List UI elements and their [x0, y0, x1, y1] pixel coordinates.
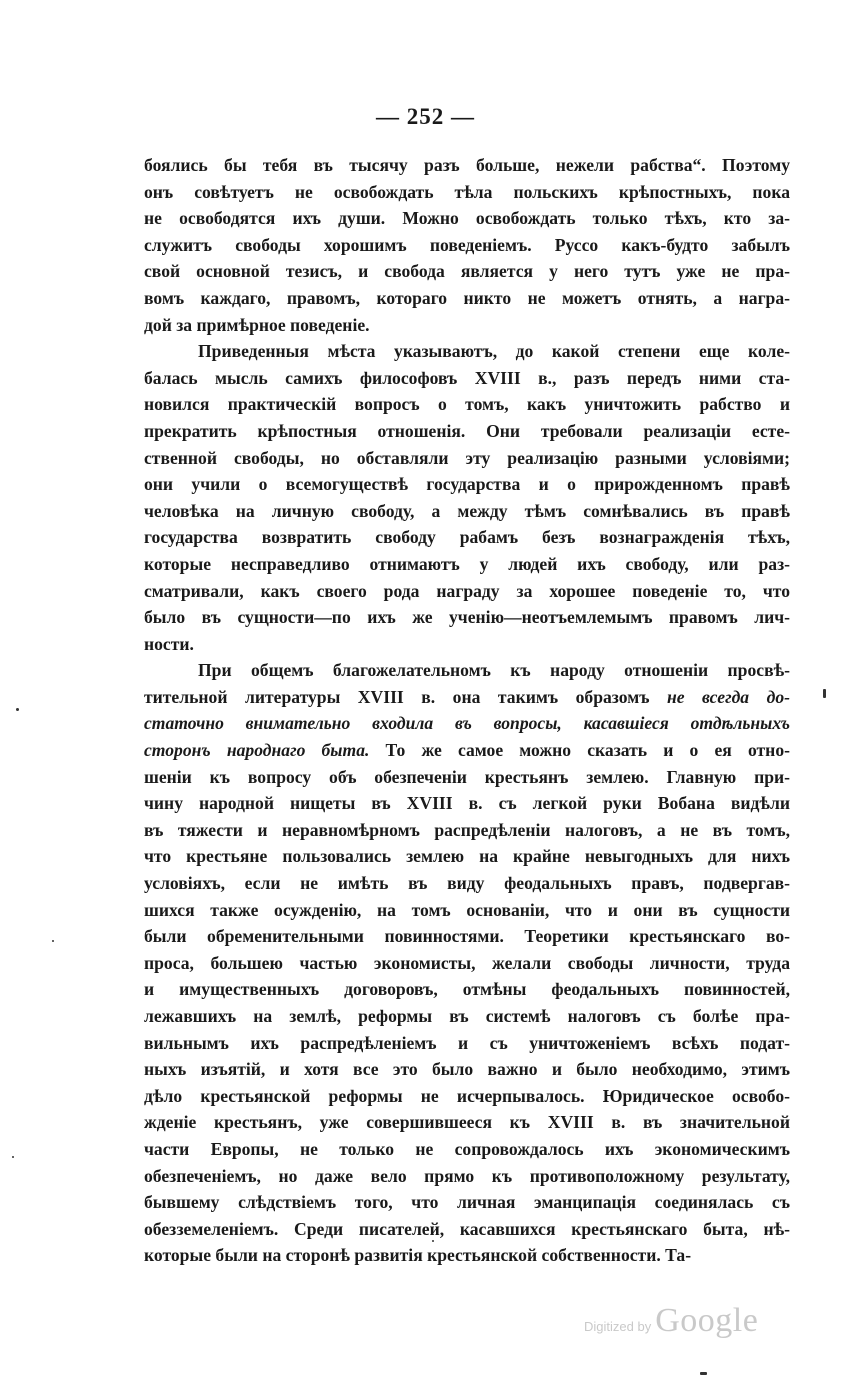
- text-segment: При общемъ благожелательномъ къ народу отношеніи просвѣ-: [198, 660, 790, 681]
- text-line: [144, 365, 790, 392]
- text-line: [144, 312, 790, 339]
- text-segment: новился практическій вопросъ о томъ, какъ уничтожить рабство и: [144, 394, 790, 415]
- text-line: [144, 1030, 790, 1057]
- text-line: [144, 285, 790, 312]
- text-line: [144, 631, 790, 658]
- text-line: [144, 179, 790, 206]
- text-line: [144, 1056, 790, 1083]
- text-line: [144, 152, 790, 179]
- text-line: [144, 578, 790, 605]
- text-line: [144, 843, 790, 870]
- text-segment: бывшему слѣдствіемъ того, что личная эманципація соединялась съ: [144, 1192, 790, 1213]
- scan-speck: [16, 708, 19, 711]
- text-line: [144, 551, 790, 578]
- text-line: [144, 737, 790, 764]
- scan-speck: [52, 940, 54, 942]
- text-line: [144, 471, 790, 498]
- text-line: [144, 604, 790, 631]
- text-line: [144, 764, 790, 791]
- paragraph: [144, 152, 790, 338]
- text-segment: человѣка на личную свободу, а между тѣмъ сомнѣвались въ правѣ: [144, 500, 790, 521]
- text-line: [144, 524, 790, 551]
- scan-speck: [12, 1156, 14, 1158]
- text-segment: вильнымъ ихъ распредѣленіемъ и съ уничтоженіемъ всѣхъ подат-: [144, 1032, 790, 1053]
- watermark-prefix: Digitized by: [584, 1319, 652, 1334]
- text-segment: были обременительными повинностями. Теоретики крестьянскаго во-: [144, 926, 790, 947]
- text-segment: шихся также осужденію, на томъ основаніи, что и они въ сущности: [144, 899, 790, 920]
- paragraph: [144, 338, 790, 657]
- text-segment: ности.: [144, 633, 194, 654]
- text-segment: шеніи къ вопросу объ обезпеченіи крестьянъ землею. Главную при-: [144, 766, 790, 787]
- text-line: [144, 258, 790, 285]
- text-segment: проса, большею частью экономисты, желали свободы личности, труда: [144, 952, 790, 973]
- text-line: [144, 338, 790, 365]
- text-segment: вомъ каждаго, правомъ, котораго никто не можетъ отнять, а награ-: [144, 287, 790, 308]
- text-line: [144, 923, 790, 950]
- text-segment: дѣло крестьянской реформы не исчерпывалось. Юридическое освобо-: [144, 1085, 790, 1106]
- text-line: [144, 1003, 790, 1030]
- text-segment: которые несправедливо отнимаютъ у людей ихъ свободу, или раз-: [144, 553, 790, 574]
- text-segment: обезземеленіемъ. Среди писателей, касавшихся крестьянскаго быта, нѣ-: [144, 1218, 790, 1239]
- text-segment: прекратить крѣпостныя отношенія. Они требовали реализаціи есте-: [144, 420, 790, 441]
- text-line: [144, 817, 790, 844]
- scan-speck: [700, 1372, 707, 1375]
- text-segment: условіяхъ, если не имѣть въ виду феодальныхъ правъ, подвергав-: [144, 873, 790, 894]
- text-line: [144, 1163, 790, 1190]
- text-line: [144, 950, 790, 977]
- text-segment: не всегда до-: [666, 686, 790, 707]
- text-segment: Приведенныя мѣста указываютъ, до какой степени еще коле-: [198, 341, 790, 362]
- text-line: [144, 1109, 790, 1136]
- text-segment: статочно внимательно входила въ вопросы, касавшіеся отдѣльныхъ: [144, 713, 790, 734]
- text-line: [144, 870, 790, 897]
- text-line: [144, 1136, 790, 1163]
- text-segment: части Европы, не только не сопровождалось ихъ экономическимъ: [144, 1138, 790, 1159]
- text-line: [144, 232, 790, 259]
- scan-speck: [432, 1240, 434, 1242]
- page-number: — 252 —: [376, 104, 475, 129]
- text-segment: ныхъ изъятій, и хотя все это было важно и было необходимо, этимъ: [144, 1059, 790, 1080]
- text-line: [144, 498, 790, 525]
- text-line: [144, 1083, 790, 1110]
- text-line: [144, 391, 790, 418]
- text-line: [144, 710, 790, 737]
- text-line: [144, 976, 790, 1003]
- text-segment: не освободятся ихъ души. Можно освобождать только тѣхъ, кто за-: [144, 208, 790, 229]
- text-line: [144, 657, 790, 684]
- text-segment: балась мысль самихъ философовъ XVIII в., разъ передъ ними ста-: [144, 367, 790, 388]
- body-text: [144, 152, 790, 1269]
- text-segment: чину народной нищеты въ XVIII в. съ легкой руки Вобана видѣли: [144, 793, 790, 814]
- text-line: [144, 897, 790, 924]
- text-segment: дой за примѣрное поведеніе.: [144, 314, 370, 335]
- text-segment: онъ совѣтуетъ не освобождать тѣла польскихъ крѣпостныхъ, пока: [144, 181, 790, 202]
- text-segment: въ тяжести и неравномѣрномъ распредѣленіи налоговъ, а не въ томъ,: [144, 819, 790, 840]
- text-line: [144, 790, 790, 817]
- text-line: [144, 684, 790, 711]
- text-segment: То же самое можно сказать и о ея отно-: [369, 740, 790, 761]
- digitized-by-google-watermark: [584, 1302, 758, 1340]
- google-logo: Google: [655, 1302, 759, 1339]
- text-segment: служитъ свободы хорошимъ поведеніемъ. Руссо какъ-будто забылъ: [144, 234, 790, 255]
- text-segment: лежавшихъ на землѣ, реформы въ системѣ налоговъ съ болѣе пра-: [144, 1006, 790, 1026]
- text-segment: которые были на сторонѣ развитія крестьянской собственности. Та-: [144, 1245, 692, 1266]
- text-segment: сматривали, какъ своего рода награду за хорошее поведеніе то, что: [144, 580, 790, 601]
- text-segment: государства возвратить свободу рабамъ безъ вознагражденія тѣхъ,: [144, 527, 790, 548]
- scan-speck: [823, 689, 826, 698]
- text-line: [144, 1242, 790, 1269]
- text-segment: обезпеченіемъ, но даже вело прямо къ противоположному результату,: [144, 1165, 790, 1186]
- text-segment: было въ сущности—по ихъ же ученію—неотъемлемымъ правомъ лич-: [144, 607, 790, 628]
- paragraph: [144, 657, 790, 1269]
- text-segment: и имущественныхъ договоровъ, отмѣны феодальныхъ повинностей,: [144, 979, 790, 1000]
- text-line: [144, 205, 790, 232]
- text-segment: они учили о всемогуществѣ государства и о прирожденномъ правѣ: [144, 474, 790, 495]
- text-line: [144, 418, 790, 445]
- text-line: [144, 1189, 790, 1216]
- text-line: [144, 445, 790, 472]
- text-segment: боялись бы тебя въ тысячу разъ больше, нежели рабства“. Поэтому: [144, 155, 790, 175]
- text-segment: сторонъ народнаго быта.: [144, 740, 370, 761]
- text-segment: тительной литературы XVIII в. она такимъ образомъ: [144, 686, 667, 707]
- text-segment: свой основной тезисъ, и свобода является у него тутъ уже не пра-: [144, 261, 790, 282]
- text-line: [144, 1216, 790, 1243]
- text-segment: что крестьяне пользовались землею на крайне невыгодныхъ для нихъ: [144, 846, 790, 867]
- text-segment: ственной свободы, но обставляли эту реализацію разными условіями;: [144, 447, 790, 468]
- text-segment: жденіе крестьянъ, уже совершившееся къ XVIII в. въ значительной: [144, 1112, 790, 1133]
